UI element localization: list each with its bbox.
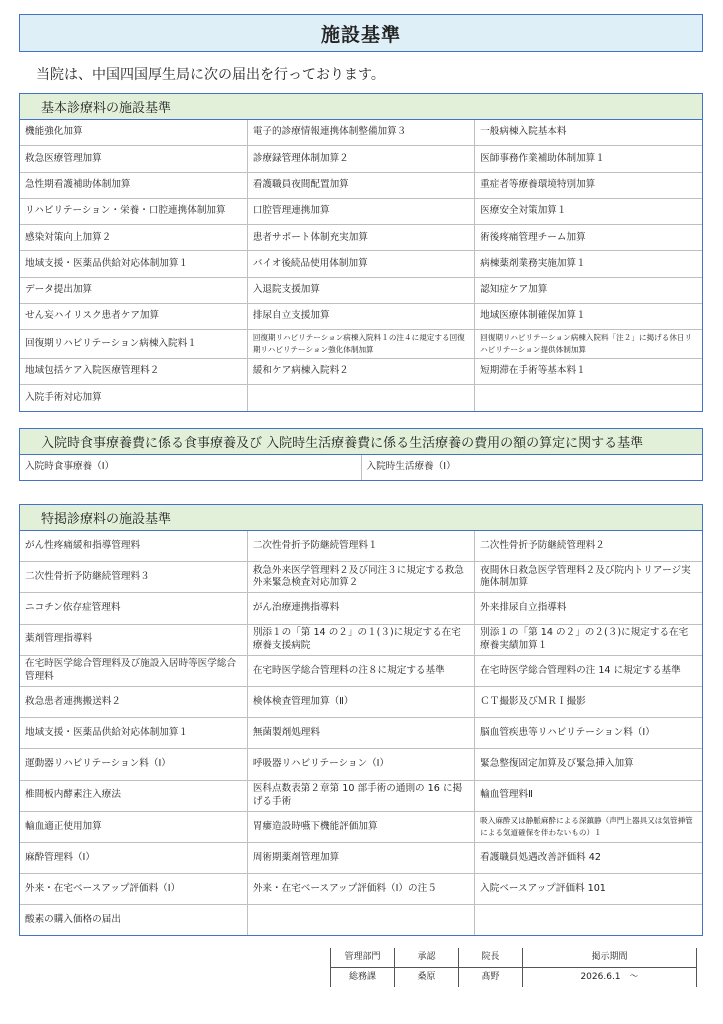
table-cell: 輸血管理料Ⅱ bbox=[475, 780, 702, 811]
table-row bbox=[20, 811, 702, 842]
table-cell: 患者サポート体制充実加算 bbox=[247, 225, 474, 251]
table-cell: 救急患者連携搬送料２ bbox=[20, 686, 247, 717]
table-cell: せん妄ハイリスク患者ケア加算 bbox=[20, 304, 247, 330]
table-cell: 酸素の購入価格の届出 bbox=[20, 905, 247, 936]
table-row bbox=[20, 225, 702, 251]
table-cell: 回復期リハビリテーション病棟入院料１の注４に規定する回復期リハビリテーション強化体制加算 bbox=[247, 330, 474, 359]
table-row bbox=[20, 874, 702, 905]
table-cell: 重症者等療養環境特別加算 bbox=[475, 172, 702, 198]
table-row bbox=[20, 624, 702, 655]
table-cell: データ提出加算 bbox=[20, 277, 247, 303]
intro-text: 当院は、中国四国厚生局に次の届出を行っております。 bbox=[36, 67, 385, 83]
table-cell: 麻酔管理料（Ⅰ） bbox=[20, 842, 247, 873]
approval-header-cell: 承認 bbox=[395, 948, 459, 968]
table-cell: 在宅時医学総合管理料及び施設入居時等医学総合管理料 bbox=[20, 655, 247, 686]
table-cell: 輸血適正使用加算 bbox=[20, 811, 247, 842]
table-cell bbox=[247, 905, 474, 936]
table-row bbox=[20, 304, 702, 330]
table-cell: 回復期リハビリテーション病棟入院料１ bbox=[20, 330, 247, 359]
table-cell: 検体検査管理加算（Ⅱ） bbox=[247, 686, 474, 717]
title-box bbox=[19, 14, 703, 52]
table-cell: 救急外来医学管理料２及び同注３に規定する救急外来緊急検査対応加算２ bbox=[247, 562, 474, 593]
table-row bbox=[20, 842, 702, 873]
table-cell: 外来・在宅ベースアップ評価料（Ⅰ）の注５ bbox=[247, 874, 474, 905]
table-cell: 地域支援・医薬品供給対応体制加算１ bbox=[20, 718, 247, 749]
table-row bbox=[20, 780, 702, 811]
table-row bbox=[20, 905, 702, 936]
approval-value-cell: 総務課 bbox=[331, 968, 395, 988]
table-cell: 地域医療体制確保加算１ bbox=[475, 304, 702, 330]
table-cell: 認知症ケア加算 bbox=[475, 277, 702, 303]
table-cell: 医科点数表第２章第 10 部手術の通則の 16 に掲げる手術 bbox=[247, 780, 474, 811]
table-cell: 椎間板内酵素注入療法 bbox=[20, 780, 247, 811]
table-cell: 薬剤管理指導料 bbox=[20, 624, 247, 655]
table-cell: 二次性骨折予防継続管理料１ bbox=[247, 531, 474, 562]
table-cell: 排尿自立支援加算 bbox=[247, 304, 474, 330]
table-row bbox=[20, 146, 702, 172]
basic-fees-table bbox=[20, 120, 702, 411]
table-cell: がん性疼痛緩和指導管理料 bbox=[20, 531, 247, 562]
table-cell: 看護職員処遇改善評価料 42 bbox=[475, 842, 702, 873]
table-cell: 別添１の「第 14 の２」の２(３)に規定する在宅療養実績加算１ bbox=[475, 624, 702, 655]
table-row bbox=[20, 655, 702, 686]
table-row bbox=[20, 686, 702, 717]
table-row bbox=[20, 358, 702, 384]
meal-standards-section bbox=[19, 428, 703, 481]
table-cell: 無菌製剤処理料 bbox=[247, 718, 474, 749]
table-cell: 術後疼痛管理チーム加算 bbox=[475, 225, 702, 251]
basic-fees-section bbox=[19, 93, 703, 412]
table-cell: 二次性骨折予防継続管理料２ bbox=[475, 531, 702, 562]
approval-value-cell: 桑原 bbox=[395, 968, 459, 988]
meal-standards-heading: 入院時食事療養費に係る食事療養及び 入院時生活療養費に係る生活療養の費用の額の算定に関する基準 bbox=[20, 429, 702, 455]
table-cell: リハビリテーション・栄養・口腔連携体制加算 bbox=[20, 198, 247, 224]
table-row bbox=[20, 251, 702, 277]
table-cell: 吸入麻酔又は静脈麻酔による深鎮静（声門上器具又は気管挿管による気道確保を伴わないもの）１ bbox=[475, 811, 702, 842]
table-cell: ニコチン依存症管理料 bbox=[20, 593, 247, 624]
table-cell: 急性期看護補助体制加算 bbox=[20, 172, 247, 198]
table-cell: 脳血管疾患等リハビリテーション料（Ⅰ） bbox=[475, 718, 702, 749]
approval-header-row bbox=[331, 948, 697, 968]
table-cell: 機能強化加算 bbox=[20, 120, 247, 146]
table-row bbox=[20, 718, 702, 749]
table-cell: 胃瘻造設時嚥下機能評価加算 bbox=[247, 811, 474, 842]
table-cell: 別添１の「第 14 の２」の１(３)に規定する在宅療養支援病院 bbox=[247, 624, 474, 655]
table-row bbox=[20, 277, 702, 303]
approval-header-cell: 院長 bbox=[459, 948, 523, 968]
table-cell: 在宅時医学総合管理料の注８に規定する基準 bbox=[247, 655, 474, 686]
table-cell: 外来・在宅ベースアップ評価料（Ⅰ） bbox=[20, 874, 247, 905]
table-cell: 感染対策向上加算２ bbox=[20, 225, 247, 251]
page-title: 施設基準 bbox=[320, 23, 401, 46]
approval-table bbox=[330, 948, 697, 987]
table-row bbox=[20, 172, 702, 198]
special-fees-table bbox=[20, 531, 702, 935]
table-row bbox=[20, 749, 702, 780]
approval-value-cell: 髙野 bbox=[459, 968, 523, 988]
table-row bbox=[20, 531, 702, 562]
table-cell: 電子的診療情報連携体制整備加算３ bbox=[247, 120, 474, 146]
table-cell: 一般病棟入院基本料 bbox=[475, 120, 702, 146]
table-cell: 周術期薬剤管理加算 bbox=[247, 842, 474, 873]
table-cell: 在宅時医学総合管理料の注 14 に規定する基準 bbox=[475, 655, 702, 686]
table-cell: 診療録管理体制加算２ bbox=[247, 146, 474, 172]
table-cell: 呼吸器リハビリテーション（Ⅰ） bbox=[247, 749, 474, 780]
table-row bbox=[20, 562, 702, 593]
table-cell: 入退院支援加算 bbox=[247, 277, 474, 303]
approval-value-cell: 2026.6.1 ～ bbox=[523, 968, 697, 988]
table-cell: 医療安全対策加算１ bbox=[475, 198, 702, 224]
table-cell: 看護職員夜間配置加算 bbox=[247, 172, 474, 198]
table-cell: 緩和ケア病棟入院料２ bbox=[247, 358, 474, 384]
table-cell: 入院ベースアップ評価料 101 bbox=[475, 874, 702, 905]
table-cell: 運動器リハビリテーション料（Ⅰ） bbox=[20, 749, 247, 780]
table-row bbox=[20, 455, 702, 480]
special-fees-section bbox=[19, 504, 703, 936]
table-cell: 入院手術対応加算 bbox=[20, 385, 247, 411]
table-cell bbox=[475, 905, 702, 936]
table-row bbox=[20, 120, 702, 146]
special-fees-heading: 特掲診療料の施設基準 bbox=[20, 505, 702, 531]
table-cell: 医師事務作業補助体制加算１ bbox=[475, 146, 702, 172]
table-cell: 回復期リハビリテーション病棟入院料「注２」に掲げる休日リハビリテーション提供体制加算 bbox=[475, 330, 702, 359]
table-row bbox=[20, 198, 702, 224]
table-cell: 二次性骨折予防継続管理料３ bbox=[20, 562, 247, 593]
table-cell bbox=[475, 385, 702, 411]
table-cell: 緊急整復固定加算及び緊急挿入加算 bbox=[475, 749, 702, 780]
table-cell: 入院時食事療養（Ⅰ） bbox=[20, 455, 361, 480]
table-cell: 病棟薬剤業務実施加算１ bbox=[475, 251, 702, 277]
approval-header-cell: 掲示期間 bbox=[523, 948, 697, 968]
basic-fees-heading: 基本診療料の施設基準 bbox=[20, 94, 702, 120]
table-row bbox=[20, 593, 702, 624]
table-cell bbox=[247, 385, 474, 411]
table-cell: 外来排尿自立指導料 bbox=[475, 593, 702, 624]
table-cell: 入院時生活療養（Ⅰ） bbox=[361, 455, 702, 480]
table-cell: 短期滞在手術等基本料１ bbox=[475, 358, 702, 384]
table-cell: ＣＴ撮影及びＭＲＩ撮影 bbox=[475, 686, 702, 717]
table-row bbox=[20, 385, 702, 411]
table-cell: バイオ後続品使用体制加算 bbox=[247, 251, 474, 277]
table-cell: 夜間休日救急医学管理料２及び院内トリアージ実施体制加算 bbox=[475, 562, 702, 593]
table-cell: 口腔管理連携加算 bbox=[247, 198, 474, 224]
table-cell: 地域支援・医薬品供給対応体制加算１ bbox=[20, 251, 247, 277]
table-cell: 救急医療管理加算 bbox=[20, 146, 247, 172]
table-cell: がん治療連携指導料 bbox=[247, 593, 474, 624]
table-cell: 地域包括ケア入院医療管理料２ bbox=[20, 358, 247, 384]
table-row bbox=[20, 330, 702, 359]
approval-header-cell: 管理部門 bbox=[331, 948, 395, 968]
approval-value-row bbox=[331, 968, 697, 988]
meal-standards-table bbox=[20, 455, 702, 480]
